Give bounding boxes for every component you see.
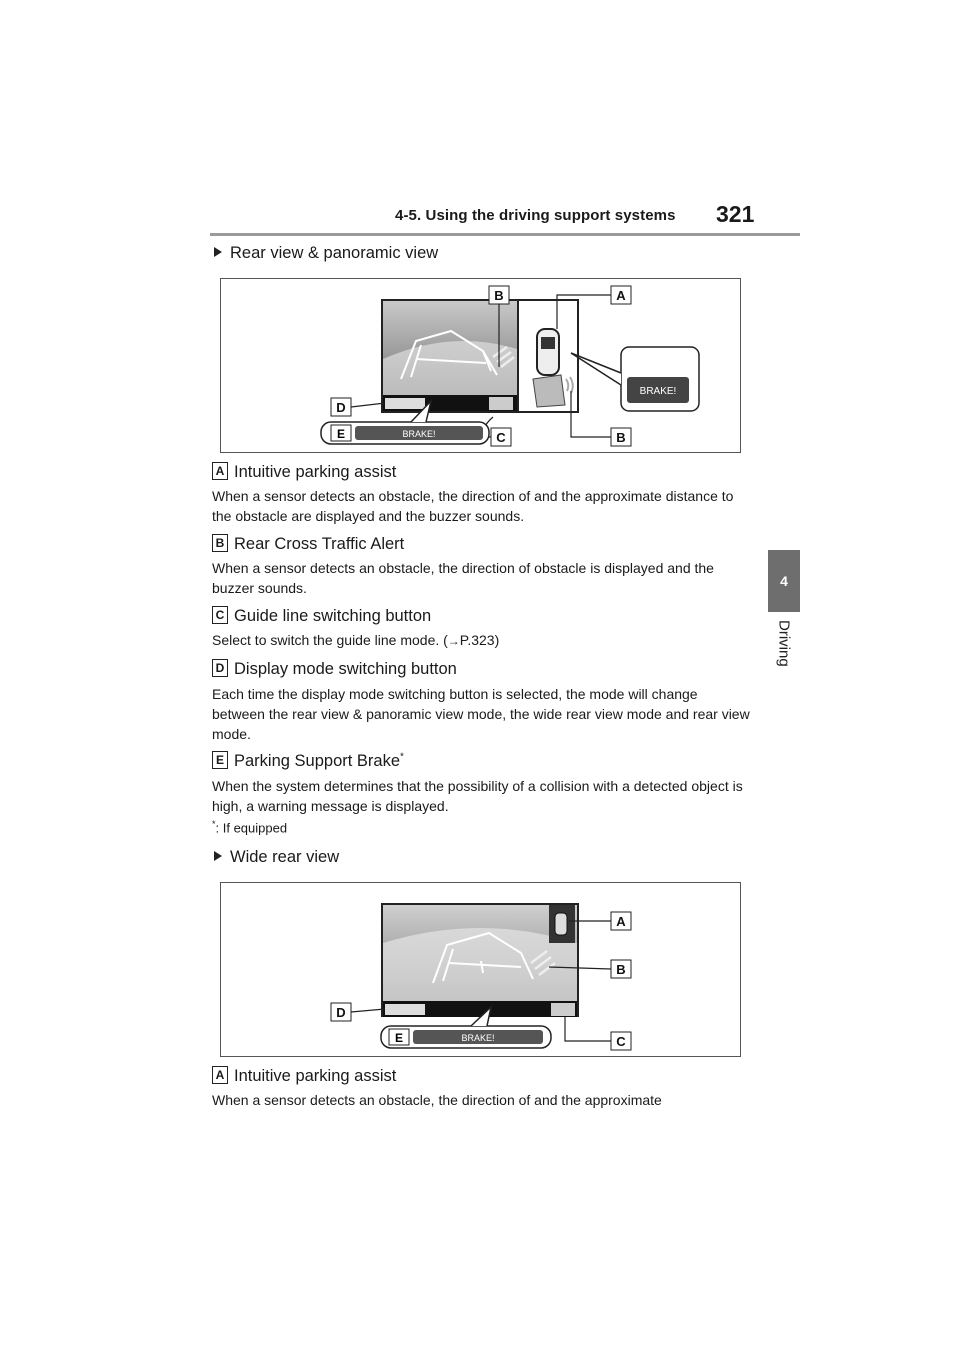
item-c-title (212, 606, 431, 626)
brake-warning-right-text: BRAKE! (639, 386, 677, 397)
brake-warning-bottom-text: BRAKE! (402, 429, 436, 439)
triangle-bullet-icon (214, 851, 222, 861)
callout-a-wide-label: A (616, 914, 626, 929)
display-mode-button (385, 398, 425, 409)
item-b-title-text: Rear Cross Traffic Alert (234, 535, 405, 553)
item-e-title-text: Parking Support Brake (234, 752, 401, 770)
car-windshield-icon (541, 337, 555, 349)
callout-c-wide-label: C (616, 1034, 626, 1049)
item-b-letter: B (212, 534, 228, 552)
header-rule (210, 233, 800, 236)
view1-heading (214, 244, 438, 263)
item-a-letter: A (212, 462, 228, 480)
item-e-letter: E (212, 751, 228, 769)
item-c-body-suffix: ) (494, 632, 500, 648)
callout-e-bottom-label: E (336, 427, 346, 441)
parking-zone-icon (533, 375, 565, 407)
callout-d-label: D (336, 400, 346, 415)
chapter-number: 4 (780, 573, 788, 589)
item-b-title (212, 534, 404, 554)
item-c-letter: C (212, 606, 228, 624)
guide-line-button (489, 397, 513, 410)
item-d-title (212, 659, 457, 679)
view1-heading-text: Rear view & panoramic view (230, 244, 439, 262)
item-a2-title (212, 1066, 396, 1086)
item-c-body (212, 630, 752, 651)
footnote-mark: * (212, 819, 216, 829)
section-title: 4-5. Using the driving support systems (395, 207, 676, 224)
page-reference-link[interactable]: P.323 (459, 632, 495, 648)
item-e-body: When the system determines that the possibility of a collision with a detected object is high, a warning message is displayed. (212, 778, 743, 814)
figure-rear-panoramic (220, 278, 741, 453)
guide-line-button-wide (551, 1003, 575, 1016)
figure-wide-rear (220, 882, 741, 1057)
item-c-title-text: Guide line switching button (234, 607, 432, 625)
footnote (212, 819, 287, 835)
item-d-title-text: Display mode switching button (234, 660, 457, 678)
item-a2-title-text: Intuitive parking assist (234, 1067, 397, 1085)
item-e-title-mark: * (400, 751, 404, 763)
item-a-title-text: Intuitive parking assist (234, 463, 397, 481)
footnote-text: : If equipped (215, 820, 288, 836)
callout-b-top-label: B (494, 288, 504, 303)
triangle-bullet-icon (214, 247, 222, 257)
callout-e-wide-label: E (394, 1031, 404, 1045)
page-number: 321 (716, 201, 755, 227)
car-top-icon (537, 329, 559, 375)
callout-c-label: C (496, 430, 506, 445)
figure-wide-rear-diagram (221, 883, 740, 1056)
callout-d-wide-label: D (336, 1005, 346, 1020)
item-b-body: When a sensor detects an obstacle, the direction of obstacle is displayed and the buzzer sounds. (212, 560, 714, 596)
mini-car-icon (555, 913, 567, 935)
brake-warning-wide-text: BRAKE! (461, 1033, 495, 1043)
reference-arrow-icon: → (447, 634, 460, 648)
item-e-title (212, 751, 404, 771)
chapter-tab (768, 550, 800, 612)
view2-heading-text: Wide rear view (230, 848, 340, 866)
item-a-body: When a sensor detects an obstacle, the direction of and the approximate distance to the obstacle are displayed and the buzzer sounds. (212, 488, 734, 524)
item-a-title (212, 462, 396, 482)
item-a2-letter: A (212, 1066, 228, 1084)
item-d-letter: D (212, 659, 228, 677)
callout-b-wide-label: B (616, 962, 626, 977)
callout-a-label: A (616, 288, 626, 303)
view2-heading (214, 848, 339, 867)
figure-rear-panoramic-diagram (221, 279, 740, 452)
item-d-body: Each time the display mode switching button is selected, the mode will change between the rear view & panoramic view mode, the wide rear view mode and rear view mode. (212, 686, 750, 742)
chapter-label: Driving (775, 620, 793, 667)
item-a2-body: When a sensor detects an obstacle, the direction of and the approximate (212, 1092, 662, 1108)
callout-b-bottom-label: B (616, 430, 626, 445)
item-c-body-prefix: Select to switch the guide line mode. ( (212, 632, 448, 648)
display-mode-button-wide (385, 1004, 425, 1015)
